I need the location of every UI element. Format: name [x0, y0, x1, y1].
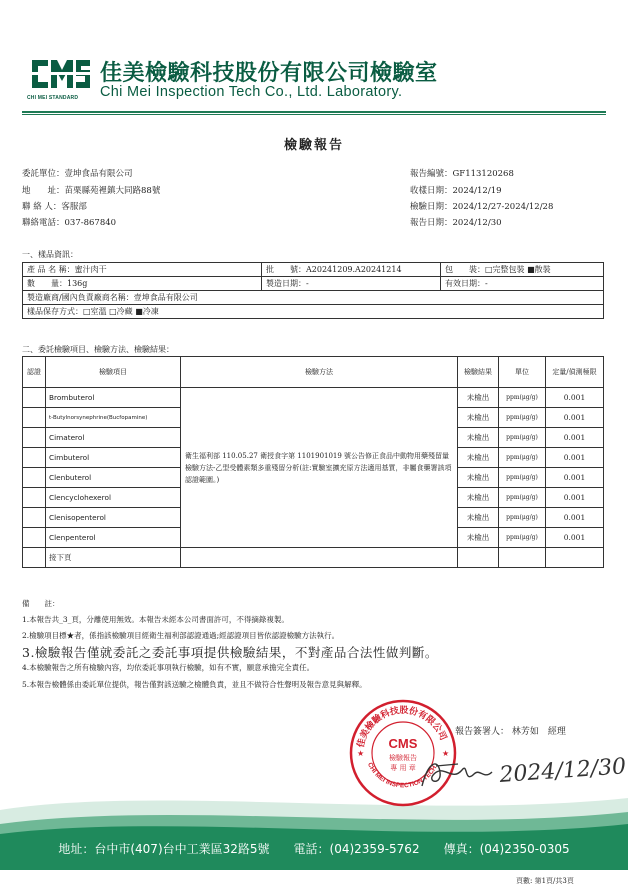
note-1: 1.本報告共_3_頁，分離使用無效。本報告未經本公司書面許可，不得摘錄複製。	[22, 615, 289, 624]
svg-text:佳美檢驗科技股份有限公司: 佳美檢驗科技股份有限公司	[356, 705, 448, 749]
loq-cell: 0.001	[546, 408, 604, 428]
note-4: 4.本檢驗報告之所有檢驗內容，均依委託事項執行檢驗，如有不實，願意承擔完全責任。	[22, 663, 315, 672]
header-divider	[22, 111, 606, 113]
svg-text:2024/12/30: 2024/12/30	[498, 754, 627, 788]
note-5: 5.本報告檢體係由委託單位提供，報告僅對該送驗之檢體負責，並且不做符合性聲明及報告意見與解釋。	[22, 680, 367, 689]
client-address-value: 苗栗縣苑裡鎮大同路88號	[64, 186, 161, 196]
empty-cell	[458, 548, 499, 568]
col-method: 檢驗方法	[181, 357, 458, 388]
receive-date-value: 2024/12/19	[452, 186, 502, 196]
loq-cell: 0.001	[546, 508, 604, 528]
result-cell: 未檢出	[458, 448, 499, 468]
report-number	[410, 167, 514, 179]
notes-label: 備 註：	[22, 599, 60, 608]
item-cell: Clenpenterol	[46, 528, 181, 548]
result-cell: 未檢出	[458, 508, 499, 528]
table-row	[23, 548, 604, 568]
sample-section-title: 一、樣品資訊：	[22, 250, 78, 259]
loq-cell: 0.001	[546, 388, 604, 408]
receive-date	[410, 184, 502, 196]
result-cell: 未檢出	[458, 428, 499, 448]
footer-contact: 地址：台中市(407)台中工業區32路5號 電話：(04)2359-5762 傳真：(04)2350-0305	[58, 842, 570, 856]
col-result: 檢驗結果	[458, 357, 499, 388]
footer-band	[0, 790, 628, 870]
sample-package: 包 裝：□完整包裝 ■散裝	[441, 263, 604, 277]
loq-cell: 0.001	[546, 468, 604, 488]
svg-text:CHI MEI INSPECTION TECH: CHI MEI INSPECTION TECH	[365, 761, 439, 790]
client-contact	[22, 200, 87, 212]
client-unit	[22, 167, 133, 179]
results-table	[22, 356, 604, 568]
cert-cell	[23, 428, 46, 448]
method-cell: 衛生福利部 110.05.27 衛授食字第 1101901019 號公告修正食品中動物用藥殘留量檢驗方法-乙型受體素類多重殘留分析(註:實驗室擴充原方法適用基質，非屬食藥署該項認證範圍。)	[181, 388, 458, 548]
result-cell: 未檢出	[458, 528, 499, 548]
col-unit: 單位	[499, 357, 546, 388]
test-date-value: 2024/12/27-2024/12/28	[452, 202, 554, 212]
sample-mfg-date: 製造日期：-	[262, 277, 441, 291]
unit-cell: ppm(μg/g)	[499, 408, 546, 428]
col-item: 檢驗項目	[46, 357, 181, 388]
item-cell: Brombuterol	[46, 388, 181, 408]
cert-cell	[23, 488, 46, 508]
unit-cell: ppm(μg/g)	[499, 448, 546, 468]
cert-cell	[23, 508, 46, 528]
test-section-title: 二、委託檢驗項目、檢驗方法、檢驗結果：	[22, 345, 174, 354]
table-row	[23, 388, 604, 408]
cert-cell	[23, 448, 46, 468]
result-cell: 未檢出	[458, 488, 499, 508]
note-3: 3.檢驗報告僅就委託之委託事項提供檢驗結果，不對產品合法性做判斷。	[22, 645, 438, 660]
result-cell: 未檢出	[458, 408, 499, 428]
unit-cell: ppm(μg/g)	[499, 388, 546, 408]
sample-manufacturer: 製造廠商/國內負責廠商名稱：壹坤食品有限公司	[23, 291, 604, 305]
handwritten-signature	[418, 752, 627, 794]
item-cell: Clenbuterol	[46, 468, 181, 488]
result-cell: 未檢出	[458, 388, 499, 408]
sample-batch: 批 號：A20241209.A20241214	[262, 263, 441, 277]
report-date-value: 2024/12/30	[452, 218, 502, 228]
empty-cell	[546, 548, 604, 568]
client-phone-label: 聯絡電話：	[22, 218, 65, 228]
unit-cell: ppm(μg/g)	[499, 428, 546, 448]
page-number: 頁數: 第1頁/共3頁	[516, 877, 574, 885]
continued-cell: 接下頁	[46, 548, 181, 568]
client-phone-value: 037-867840	[64, 218, 117, 228]
cms-logo	[30, 52, 92, 96]
sample-info-table	[22, 262, 604, 319]
client-contact-label: 聯 絡 人：	[22, 202, 62, 212]
company-name-en: Chi Mei Inspection Tech Co., Ltd. Laboratory.	[100, 84, 403, 100]
test-date-label: 檢驗日期：	[410, 202, 453, 212]
client-unit-value: 壹坤食品有限公司	[64, 169, 133, 179]
unit-cell: ppm(μg/g)	[499, 528, 546, 548]
svg-text:檢驗報告: 檢驗報告	[389, 754, 417, 762]
client-address	[22, 184, 160, 196]
sample-exp-date: 有效日期：-	[441, 277, 604, 291]
report-number-label: 報告編號：	[410, 169, 453, 179]
cert-cell	[23, 388, 46, 408]
item-cell: t-Butylnorsynephrine(Bucfopamine)	[46, 408, 181, 428]
sample-quantity: 數 量：136g	[23, 277, 262, 291]
result-cell: 未檢出	[458, 468, 499, 488]
empty-cell	[499, 548, 546, 568]
loq-cell: 0.001	[546, 428, 604, 448]
unit-cell: ppm(μg/g)	[499, 508, 546, 528]
report-number-value: GF113120268	[452, 169, 514, 179]
note-2: 2.檢驗項目標★者，係指該檢驗項目經衛生福利部認證通過;經認證項目皆依認證檢驗方法執行。	[22, 631, 340, 640]
item-cell: Clenisopenterol	[46, 508, 181, 528]
cert-cell	[23, 408, 46, 428]
item-cell: Clencyclohexerol	[46, 488, 181, 508]
report-date-label: 報告日期：	[410, 218, 453, 228]
logo-subtitle: CHI MEI STANDARD	[27, 95, 79, 101]
loq-cell: 0.001	[546, 448, 604, 468]
report-date	[410, 216, 502, 228]
receive-date-label: 收樣日期：	[410, 186, 453, 196]
svg-text:CMS: CMS	[388, 736, 418, 751]
document-title: 檢驗報告	[283, 138, 344, 153]
svg-text:專 用 章: 專 用 章	[390, 764, 416, 772]
cert-cell	[23, 548, 46, 568]
empty-cell	[181, 548, 458, 568]
loq-cell: 0.001	[546, 488, 604, 508]
cert-cell	[23, 468, 46, 488]
col-loq: 定量/偵測極限	[546, 357, 604, 388]
unit-cell: ppm(μg/g)	[499, 468, 546, 488]
client-phone	[22, 216, 116, 228]
company-name-cn: 佳美檢驗科技股份有限公司檢驗室	[100, 61, 438, 86]
svg-text:★: ★	[357, 749, 365, 758]
sample-name: 產 品 名 稱：蜜汁肉干	[23, 263, 262, 277]
report-signer: 報告簽署人： 林芳如 經理	[455, 727, 566, 737]
item-cell: Cimaterol	[46, 428, 181, 448]
col-cert: 認證	[23, 357, 46, 388]
header-divider-thin	[22, 114, 606, 115]
client-contact-value: 客服部	[61, 202, 87, 212]
item-cell: Cimbuterol	[46, 448, 181, 468]
test-date	[410, 200, 553, 212]
svg-text:★: ★	[442, 749, 450, 758]
sample-storage: 樣品保存方式：□室溫 □冷藏 ■冷凍	[23, 305, 604, 319]
client-address-label: 地 址：	[22, 186, 65, 196]
loq-cell: 0.001	[546, 528, 604, 548]
cert-cell	[23, 528, 46, 548]
unit-cell: ppm(μg/g)	[499, 488, 546, 508]
client-unit-label: 委託單位：	[22, 169, 65, 179]
